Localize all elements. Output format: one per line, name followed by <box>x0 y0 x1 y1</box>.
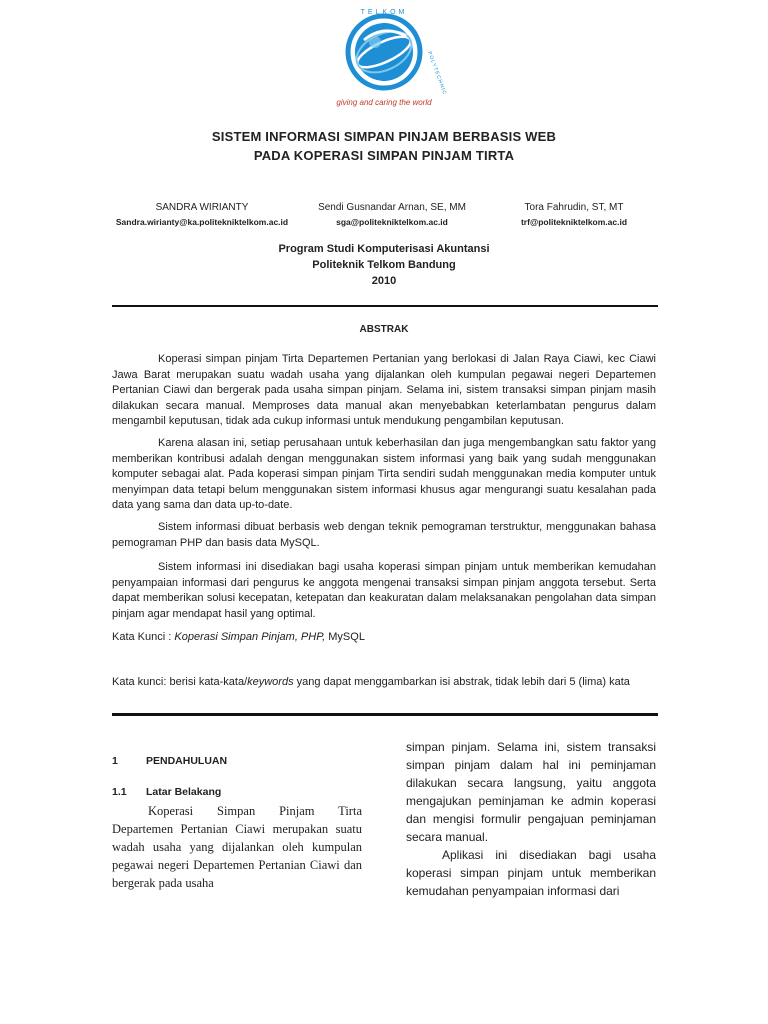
section-heading-pendahuluan: 1 PENDAHULUAN <box>112 755 228 767</box>
telkom-polytechnic-logo <box>328 2 448 110</box>
right-column-paragraph-2: Aplikasi ini disediakan bagi usaha koperasi simpan pinjam untuk memberikan kemudahan penyampaian informasi dari <box>406 848 656 898</box>
author-3 <box>492 202 656 227</box>
publication-year: 2010 <box>371 275 397 287</box>
right-column-paragraph-1: simpan pinjam. Selama ini, sistem transaksi simpan pinjam dalam hal ini peminjaman dilakukan secara langsung, yaitu anggota mengajukan peminjaman ke admin koperasi dan mengisi formulir pengajuan peminjaman secara manual. <box>406 740 656 844</box>
abstract-heading: ABSTRAK <box>359 324 409 335</box>
logo-side-text: POLYTECHNIC <box>426 50 448 97</box>
abstract-paragraph-2: Karena alasan ini, setiap perusahaan untuk keberhasilan dan juga mengembangkan satu faktor yang memberikan kontribusi adalah dengan menggunakan sistem informasi yang baik yang sudah menggunakan komputer sebagai alat. Pada koperasi simpan pinjam Tirta sendiri sudah menggunakan media komputer untuk menyimpan data tetapi belum menggunakan sistem informasi khusus agar mengurangi suatu kesalahan pada data yang sama dan data up-to-date. <box>112 437 656 511</box>
author-name: SANDRA WIRIANTY <box>155 202 249 213</box>
logo-tagline: giving and caring the world <box>336 98 432 107</box>
author-email: sga@politekniktelkom.ac.id <box>336 217 448 227</box>
paper-title-line1: SISTEM INFORMASI SIMPAN PINJAM BERBASIS WEB <box>211 129 557 144</box>
abstract-paragraph-3: Sistem informasi dibuat berbasis web dengan teknik pemograman terstruktur, menggunakan bahasa pemograman PHP dan basis data MySQL. <box>112 521 656 549</box>
author-name: Sendi Gusnandar Arnan, SE, MM <box>318 202 466 213</box>
globe-logo-icon <box>328 2 448 102</box>
paper-title-line2: PADA KOPERASI SIMPAN PINJAM TIRTA <box>253 148 515 163</box>
abstract-paragraph-4: Sistem informasi ini disediakan bagi usaha koperasi simpan pinjam untuk memberikan kemudahan penyampaian informasi dari pengurus ke anggota mengenai transaksi simpan pinjam anggota tersebut. Serta dapat memberikan solusi kecepatan, ketepatan dan keakuratan dalam melaksanakan pengolahan data simpan pinjam agar mendapat hasil yang optimal. <box>112 561 656 620</box>
abstract-keywords: Kata Kunci : Koperasi Simpan Pinjam, PHP, MySQL <box>112 631 365 643</box>
program-name: Program Studi Komputerisasi Akuntansi <box>278 243 490 255</box>
author-email: Sandra.wirianty@ka.politekniktelkom.ac.id <box>115 217 289 227</box>
left-column-text: Koperasi Simpan Pinjam Tirta Departemen Pertanian Ciawi merupakan suatu wadah usaha yang dijalankan oleh kumpulan pegawai negeri Departemen Pertanian Ciawi dan bergerak pada usaha <box>112 804 362 890</box>
abstract-divider <box>112 713 658 716</box>
top-divider <box>112 305 658 307</box>
institution-name: Politeknik Telkom Bandung <box>312 259 456 271</box>
author-2 <box>302 202 482 227</box>
author-1 <box>112 202 292 227</box>
subsection-heading-latar-belakang: 1.1 Latar Belakang <box>112 786 222 798</box>
author-name: Tora Fahrudin, ST, MT <box>524 202 624 213</box>
abstract-paragraph-1: Koperasi simpan pinjam Tirta Departemen Pertanian yang berlokasi di Jalan Raya Ciawi, kec Ciawi Jawa Barat merupakan suatu wadah usaha yang dijalankan oleh kumpulan pegawai negeri Departemen Pertanian Ciawi dan bergerak pada usaha simpan pinjam. Selama ini, sistem transaksi simpan pinjam masih dilakukan secara manual. Memproses data manual akan menyebabkan keterlambatan pengurus dalam mengambil keputusan, tidak ada cukup informasi untuk mendukung pengambilan keputusan. <box>112 353 656 427</box>
author-email: trf@politekniktelkom.ac.id <box>520 217 628 227</box>
logo-arc-text: TELKOM <box>360 9 408 16</box>
keywords-note: Kata kunci: berisi kata-kata/keywords yang dapat menggambarkan isi abstrak, tidak lebih dari 5 (lima) kata <box>112 676 630 688</box>
